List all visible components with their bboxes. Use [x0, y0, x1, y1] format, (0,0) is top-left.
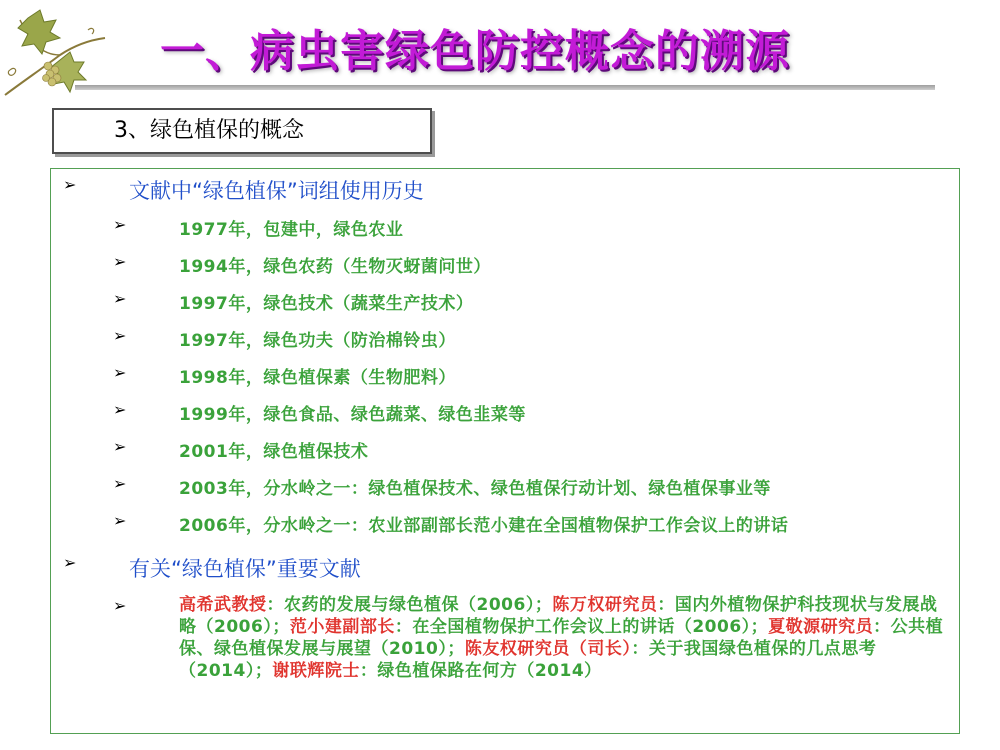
arrow-bullet-icon: ➢: [113, 326, 127, 345]
author-name: 陈友权研究员（司长）: [464, 639, 632, 659]
list-item-text: 2006年，分水岭之一：农业部副部长范小建在全国植物保护工作会议上的讲话: [179, 516, 789, 536]
arrow-bullet-icon: ➢: [113, 215, 127, 234]
author-name: 范小建副部长: [289, 617, 395, 637]
section-heading-text: 有关“绿色植保”重要文献: [129, 557, 361, 581]
arrow-bullet-icon: ➢: [63, 553, 77, 572]
author-name: 夏敬源研究员: [768, 617, 874, 637]
list-item-text: 1998年，绿色植保素（生物肥料）: [179, 368, 456, 388]
subtitle: 3、绿色植保的概念: [114, 118, 304, 143]
title-divider: [75, 85, 935, 90]
list-item-text: 2001年，绿色植保技术: [179, 442, 369, 462]
section-heading-text: 文献中“绿色植保”词组使用历史: [129, 179, 424, 203]
list-item-text: 1999年，绿色食品、绿色蔬菜、绿色韭菜等: [179, 405, 526, 425]
content-panel: [50, 168, 960, 734]
list-item-text: 1997年，绿色功夫（防治棉铃虫）: [179, 331, 456, 351]
page-title: 一、病虫害绿色防控概念的溯源: [160, 26, 790, 77]
arrow-bullet-icon: ➢: [113, 289, 127, 308]
arrow-bullet-icon: ➢: [113, 252, 127, 271]
reference-title: ：农药的发展与绿色植保（2006）；: [266, 595, 553, 615]
arrow-bullet-icon: ➢: [113, 400, 127, 419]
author-name: 陈万权研究员: [552, 595, 658, 615]
arrow-bullet-icon: ➢: [113, 596, 127, 615]
author-name: 高希武教授: [179, 595, 267, 615]
reference-title: ：关于我国绿色植保的几点思考（2014）；: [179, 639, 877, 681]
subtitle-box: [52, 108, 432, 154]
list-item-text: 1997年，绿色技术（蔬菜生产技术）: [179, 294, 474, 314]
arrow-bullet-icon: ➢: [113, 363, 127, 382]
reference-title: ：在全国植物保护工作会议上的讲话（2006）；: [394, 617, 769, 637]
grapevine-logo: [0, 0, 110, 110]
reference-title: ：国内外植物保护科技现状与发展战略（2006）；: [179, 595, 938, 637]
references-paragraph: [179, 594, 951, 682]
list-item-text: 1994年，绿色农药（生物灭蚜菌问世）: [179, 257, 491, 277]
reference-title: ：公共植保、绿色植保发展与展望（2010）；: [179, 617, 944, 659]
arrow-bullet-icon: ➢: [113, 511, 127, 530]
author-name: 谢联辉院士: [272, 661, 360, 681]
reference-title: ：绿色植保路在何方（2014）: [359, 661, 602, 681]
list-item-text: 1977年，包建中，绿色农业: [179, 220, 404, 240]
arrow-bullet-icon: ➢: [113, 474, 127, 493]
list-item-text: 2003年，分水岭之一：绿色植保技术、绿色植保行动计划、绿色植保事业等: [179, 479, 771, 499]
arrow-bullet-icon: ➢: [113, 437, 127, 456]
arrow-bullet-icon: ➢: [63, 175, 77, 194]
